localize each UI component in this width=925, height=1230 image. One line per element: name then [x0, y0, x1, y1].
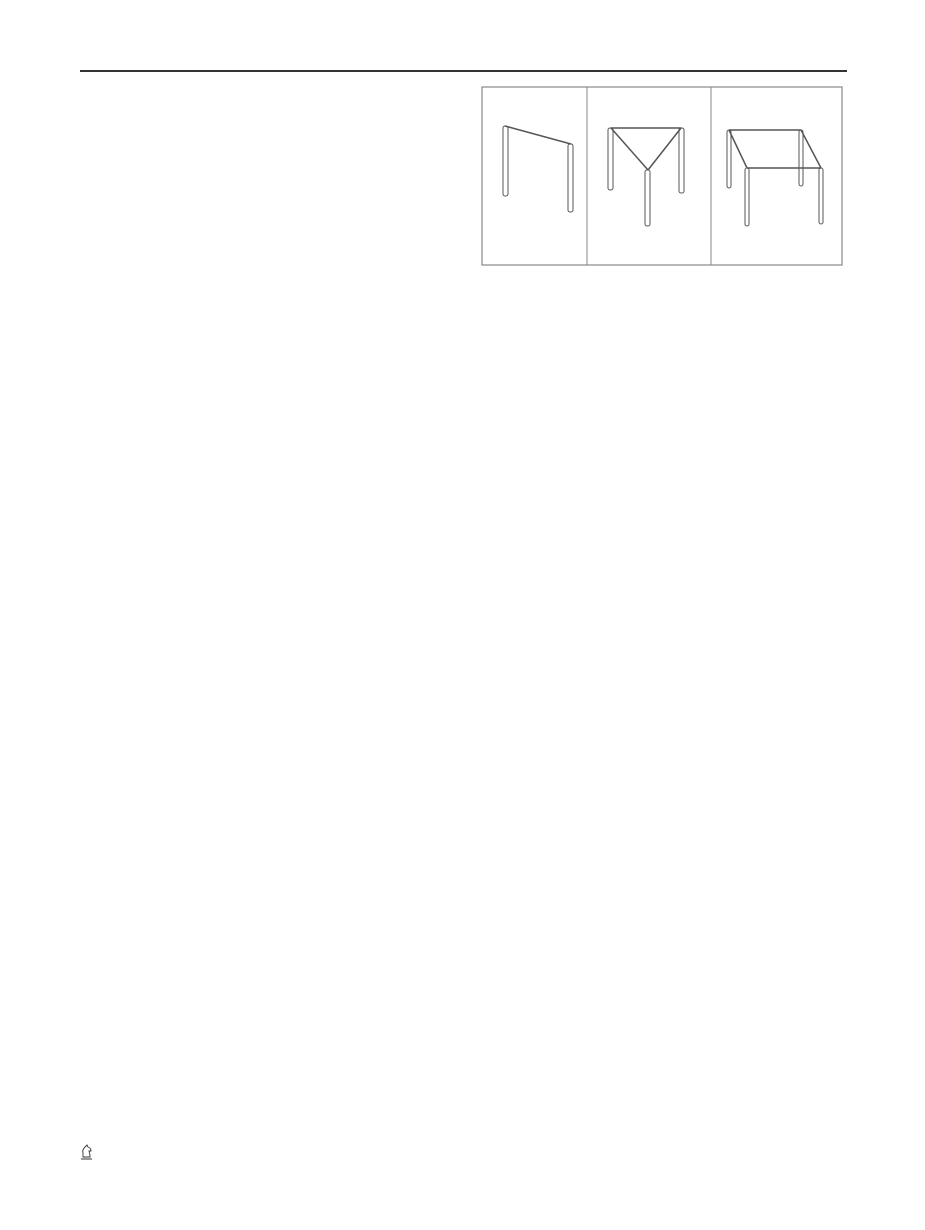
two-rod-config	[503, 126, 573, 212]
conductor	[611, 128, 648, 170]
rod	[745, 168, 749, 226]
springer-knight-icon	[80, 1144, 94, 1160]
rod	[727, 130, 731, 188]
rod	[799, 130, 803, 186]
left-column	[80, 89, 450, 115]
conductor	[729, 130, 747, 168]
rod	[645, 170, 650, 226]
rod	[679, 128, 684, 193]
conductor	[505, 126, 571, 144]
conductor	[801, 130, 821, 168]
panel-a-frame	[482, 87, 842, 265]
footer	[80, 1144, 98, 1160]
rod	[608, 128, 613, 190]
figure-1-drawing	[481, 86, 851, 501]
rod	[503, 126, 508, 196]
rod	[819, 168, 823, 224]
figure-1	[481, 86, 851, 506]
header-rule	[80, 70, 847, 72]
figure-caption	[477, 505, 849, 521]
rod	[568, 144, 573, 212]
four-rod-config	[727, 130, 823, 226]
conductor	[648, 128, 681, 170]
three-rod-config	[608, 128, 684, 226]
